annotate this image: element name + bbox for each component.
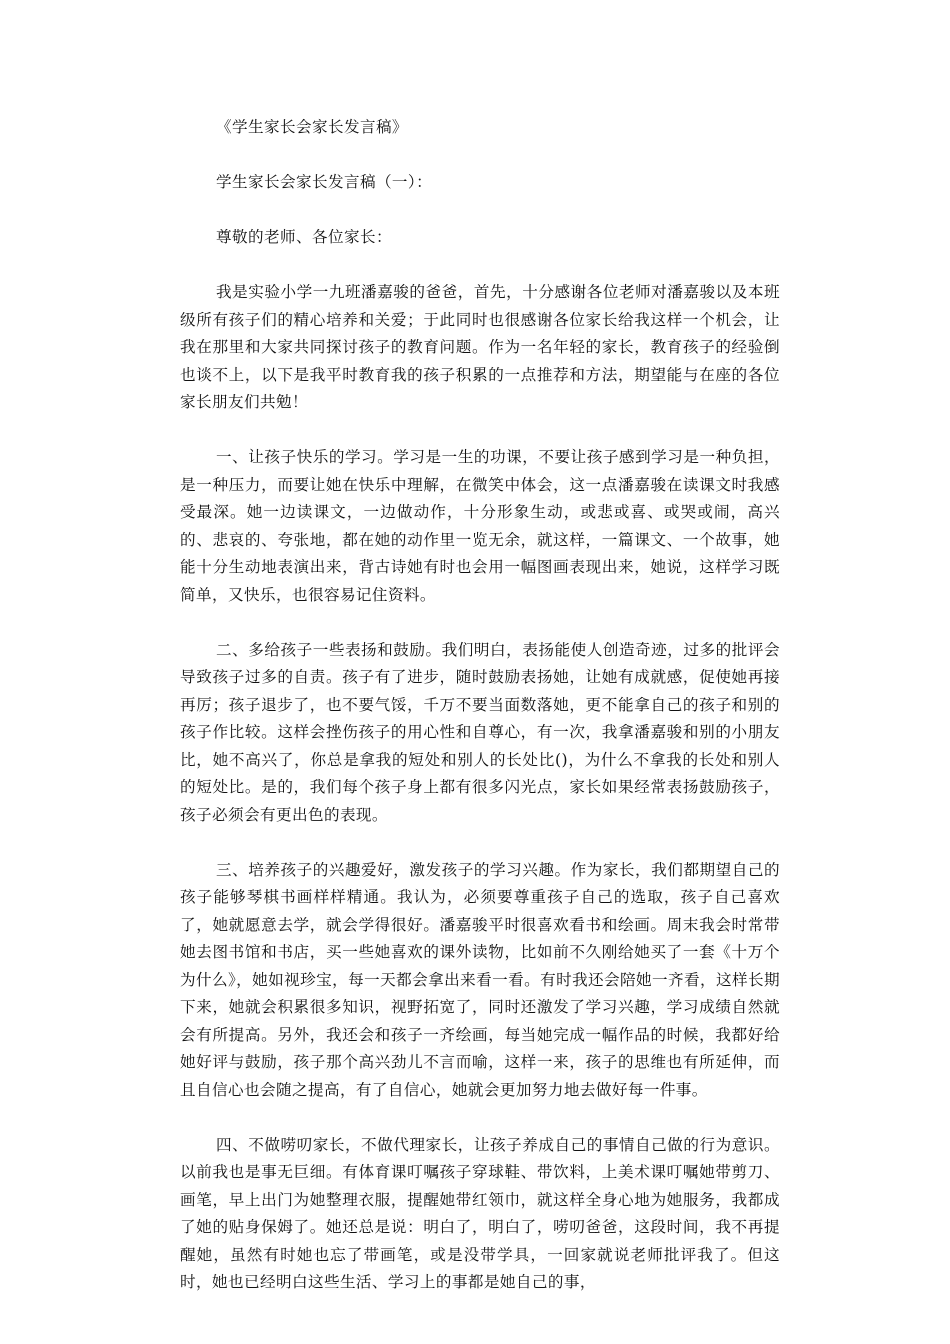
salutation: 尊敬的老师、各位家长： — [216, 228, 392, 246]
paragraph-intro: 我是实验小学一九班潘嘉骏的爸爸，首先，十分感谢各位老师对潘嘉骏以及本班级所有孩子们的精心培养和关爱；于此同时也很感谢各位家长给我这样一个机会，让我在那里和大家共同探讨孩子的教育问题。作为一名年轻的家长，教育孩子的经验倒也谈不上，以下是我平时教育我的孩子积累的一点推荐和方法，期望能与在座的各位家长朋友们共勉！ — [180, 283, 780, 411]
paragraph-point-1: 一、让孩子快乐的学习。学习是一生的功课，不要让孩子感到学习是一种负担，是一种压力，而要让她在快乐中理解，在微笑中体会，这一点潘嘉骏在读课文时我感受最深。她一边读课文，一边做动作，十分形象生动，或悲或喜、或哭或闹，高兴的、悲哀的、夸张地，都在她的动作里一览无余，就这样，一篇课文、一个故事，她能十分生动地表演出来，背古诗她有时也会用一幅图画表现出来，她说，这样学习既简单，又快乐，也很容易记住资料。 — [180, 448, 780, 604]
speech-subtitle: 学生家长会家长发言稿（一）： — [216, 173, 433, 191]
document-title: 《学生家长会家长发言稿》 — [216, 118, 408, 136]
paragraph-point-3: 三、培养孩子的兴趣爱好，激发孩子的学习兴趣。作为家长，我们都期望自己的孩子能够琴棋书画样样精通。我认为，必须要尊重孩子自己的选取，孩子自己喜欢了，她就愿意去学，就会学得很好。潘嘉骏平时很喜欢看书和绘画。周末我会时常带她去图书馆和书店，买一些她喜欢的课外读物，比如前不久刚给她买了一套《十万个为什么》，她如视珍宝，每一天都会拿出来看一看。有时我还会陪她一齐看，这样长期下来，她就会积累很多知识，视野拓宽了，同时还激发了学习兴趣，学习成绩自然就会有所提高。另外，我还会和孩子一齐绘画，每当她完成一幅作品的时候，我都好给她好评与鼓励，孩子那个高兴劲儿不言而喻，这样一来，孩子的思维也有所延伸，而且自信心也会随之提高，有了自信心，她就会更加努力地去做好每一件事。 — [180, 860, 780, 1099]
paragraph-point-2: 二、多给孩子一些表扬和鼓励。我们明白，表扬能使人创造奇迹，过多的批评会导致孩子过多的自责。孩子有了进步，随时鼓励表扬她，让她有成就感，促使她再接再厉；孩子退步了，也不要气馁，千万不要当面数落她，更不能拿自己的孩子和别的孩子作比较。这样会挫伤孩子的用心性和自尊心，有一次，我拿潘嘉骏和别的小朋友比，她不高兴了，你总是拿我的短处和别人的长处比()，为什么不拿我的长处和别人的短处比。是的，我们每个孩子身上都有很多闪光点，家长如果经常表扬鼓励孩子，孩子必须会有更出色的表现。 — [180, 640, 780, 824]
paragraph-point-4: 四、不做唠叨家长，不做代理家长，让孩子养成自己的事情自己做的行为意识。以前我也是事无巨细。有体育课叮嘱孩子穿球鞋、带饮料，上美术课叮嘱她带剪刀、画笔，早上出门为她整理衣服，提醒她带红领巾，就这样全身心地为她服务，我都成了她的贴身保姆了。她还总是说：明白了，明白了，唠叨爸爸，这段时间，我不再提醒她，虽然有时她也忘了带画笔，或是没带学具，一回家就说老师批评我了。但这时，她也已经明白这些生活、学习上的事都是她自己的事， — [180, 1135, 780, 1291]
document-body — [180, 114, 780, 1297]
